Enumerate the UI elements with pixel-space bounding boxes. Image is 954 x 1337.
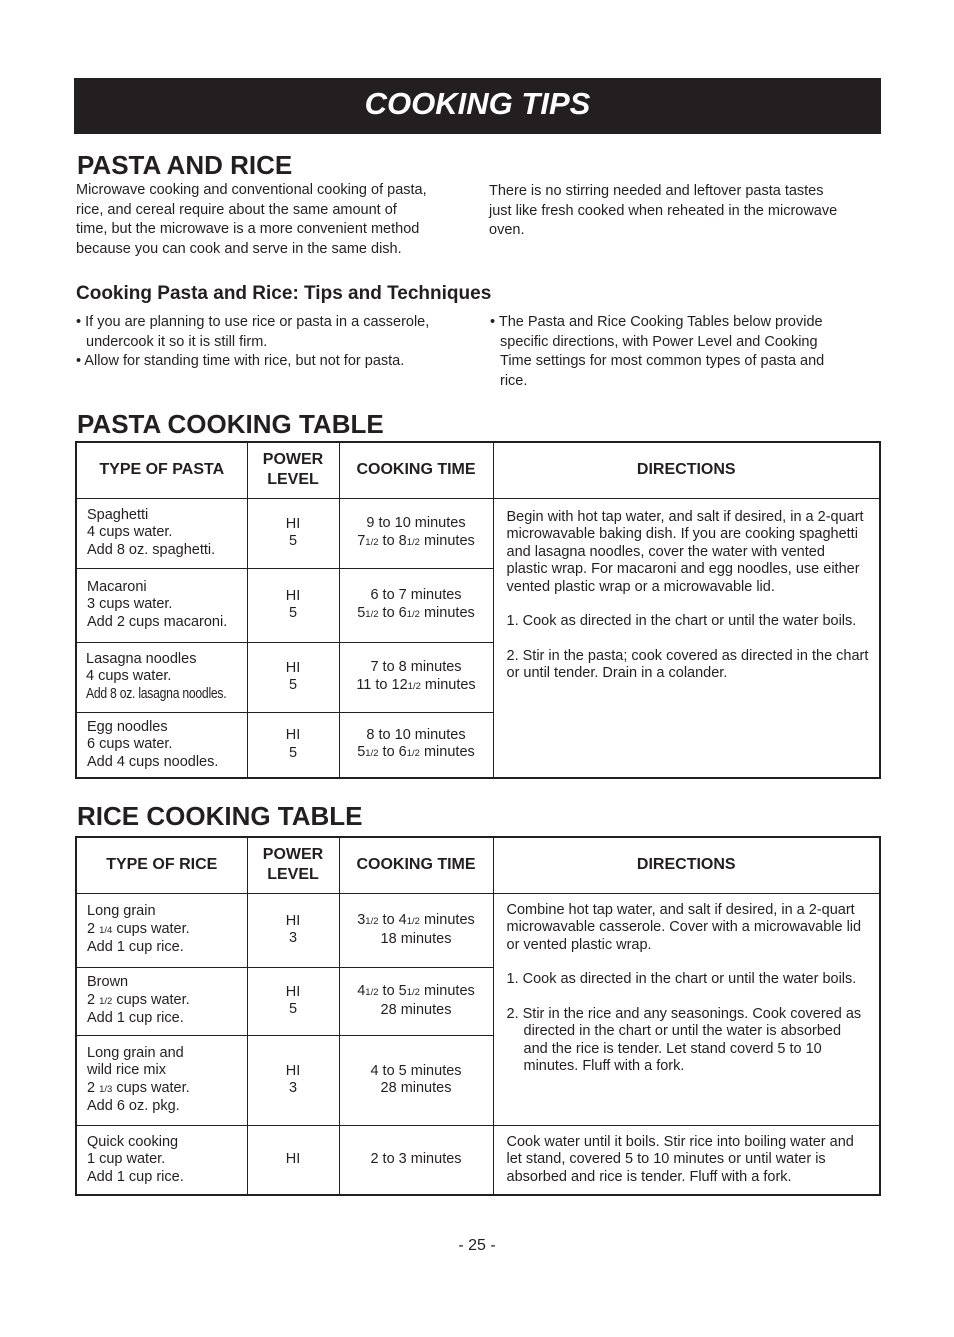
cooking-time-cell (339, 642, 493, 712)
table-row (76, 1125, 880, 1195)
col-header-time: COOKING TIME (339, 837, 493, 893)
directions-intro: Begin with hot tap water, and salt if desired, in a 2-quart microwavable baking dish. If you are cooking spaghetti and lasagna noodles, cover the water with vented plastic wrap. For macaroni and egg noodles, use either vented plastic wrap or a microwavable lid. (506, 508, 864, 595)
cell-line: 5 (288, 605, 298, 621)
cell-line: Add 1 cup rice. (87, 1010, 184, 1027)
cell-line: Long grain (87, 903, 156, 920)
tip-line: • Allow for standing time with rice, but not for pasta. (76, 353, 405, 369)
table-header-row (76, 442, 880, 498)
pasta-cooking-table (75, 441, 881, 779)
cell-line: 5 (288, 744, 298, 761)
cell-line: Add 8 oz. spaghetti. (87, 541, 216, 558)
tip-line: • The Pasta and Rice Cooking Tables below provide (490, 314, 823, 330)
cell-line: HI (285, 727, 301, 744)
power-level-cell (247, 712, 339, 778)
header-line: POWER (262, 451, 324, 469)
header-line: LEVEL (267, 471, 319, 489)
tip-item (76, 313, 476, 352)
cell-line: 5 (288, 677, 298, 693)
cell-line: wild rice mix (87, 1062, 166, 1078)
cooking-time-cell (339, 498, 493, 568)
tip-item (490, 313, 885, 391)
cell-line: Lasagna noodles (86, 650, 197, 667)
directions-intro: Combine hot tap water, and salt if desired, in a 2-quart microwavable casserole. Cover with a microwavable lid or vented plastic wrap. (506, 901, 862, 953)
cell-line: Add 2 cups macaroni. (87, 613, 228, 630)
rice-directions-cell (493, 893, 880, 1125)
table-header-row (76, 837, 880, 893)
cooking-time-cell (339, 1035, 493, 1125)
cell-line: 2 1/2 cups water. (87, 991, 190, 1008)
cell-line: 6 cups water. (87, 736, 173, 752)
cell-line: Add 6 oz. pkg. (87, 1098, 180, 1114)
cooking-time-cell: 2 to 3 minutes (339, 1125, 493, 1195)
power-level-cell (247, 498, 339, 568)
intro-right-paragraph (489, 182, 884, 241)
cell-line: HI (285, 515, 301, 532)
power-level-cell (247, 568, 339, 642)
col-header-type: TYPE OF PASTA (76, 442, 247, 498)
intro-left-paragraph (76, 181, 476, 259)
cell-line: 5 (288, 533, 298, 549)
cell-line: 18 minutes (380, 930, 452, 947)
page-title: COOKING TIPS (364, 86, 591, 121)
cooking-time-cell (339, 893, 493, 967)
cell-line: 1 cup water. (87, 1151, 166, 1167)
cell-line: HI (285, 983, 301, 1000)
cell-line: 5 (288, 1001, 298, 1017)
col-header-time: COOKING TIME (339, 442, 493, 498)
cell-line: 4 cups water. (86, 668, 172, 685)
col-header-type: TYPE OF RICE (76, 837, 247, 893)
cell-line: Macaroni (87, 578, 147, 595)
intro-left-line: rice, and cereal require about the same amount of (76, 201, 397, 218)
tip-line: undercook it so it is still firm. (86, 333, 268, 350)
cell-line: 28 minutes (380, 1080, 452, 1096)
col-header-power (247, 837, 339, 893)
cell-line: Add 4 cups noodles. (87, 753, 219, 770)
cell-line: HI (285, 659, 301, 676)
cooking-time-cell (339, 967, 493, 1035)
power-level-cell (247, 642, 339, 712)
tip-line: Time settings for most common types of pasta and (500, 353, 825, 369)
cooking-time-cell (339, 568, 493, 642)
directions-step: 2. Stir in the pasta; cook covered as directed in the chart or until tender. Drain in a colander. (506, 647, 869, 681)
title-banner (74, 78, 881, 134)
col-header-directions: DIRECTIONS (493, 837, 880, 893)
cell-line: HI (285, 912, 301, 929)
cell-line: 3 (288, 930, 298, 946)
power-level-cell: HI (247, 1125, 339, 1195)
intro-right-line: just like fresh cooked when reheated in the microwave (489, 202, 838, 219)
cell-line: HI (285, 1062, 301, 1079)
power-level-cell (247, 893, 339, 967)
pasta-directions-cell (493, 498, 880, 778)
tips-list-left (76, 313, 476, 372)
quick-rice-directions-cell: Cook water until it boils. Stir rice into boiling water and let stand, covered 5 to 10 minutes or until water is absorbed and rice is tender. Fluff with a fork. (493, 1125, 880, 1195)
directions-step: 2. Stir in the rice and any seasonings. Cook covered as directed in the chart or until the water is absorbed and the rice is tender. Let stand coverd 5 to 10 minutes. Fluff with a fork. (506, 1005, 862, 1074)
cell-line: 11 to 121/2 minutes (356, 676, 476, 693)
header-line: LEVEL (267, 866, 319, 884)
intro-right-line: oven. (489, 222, 525, 238)
pasta-type-cell (76, 712, 247, 778)
pasta-type-cell (76, 642, 247, 712)
cell-line: Add 1 cup rice. (87, 939, 184, 956)
intro-right-line: There is no stirring needed and leftover pasta tastes (489, 183, 824, 199)
cell-line: Long grain and (87, 1044, 184, 1061)
cell-line: Add 8 oz. lasagna noodles. (86, 685, 227, 702)
rice-cooking-table (75, 836, 881, 1196)
rice-type-cell (76, 967, 247, 1035)
cell-line: Add 1 cup rice. (87, 1168, 184, 1185)
tip-line: rice. (500, 372, 528, 389)
pasta-type-cell (76, 568, 247, 642)
intro-left-line: because you can cook and serve in the same dish. (76, 240, 402, 257)
cell-line: 3 cups water. (87, 596, 173, 613)
tip-line: • If you are planning to use rice or pasta in a casserole, (76, 314, 430, 330)
table-row (76, 893, 880, 967)
power-level-cell (247, 967, 339, 1035)
cell-line: Brown (87, 974, 129, 991)
directions-step: 1. Cook as directed in the chart or until the water boils. (506, 613, 857, 629)
cell-line: 7 to 8 minutes (370, 659, 462, 675)
rice-table-heading: RICE COOKING TABLE (77, 801, 363, 831)
intro-left-line: time, but the microwave is a more convenient method (76, 221, 420, 237)
cell-line: Spaghetti (87, 506, 149, 523)
table-row (76, 498, 880, 568)
cell-line: 71/2 to 81/2 minutes (357, 532, 475, 549)
pasta-type-cell (76, 498, 247, 568)
cell-line: 2 1/3 cups water. (87, 1079, 190, 1096)
col-header-directions: DIRECTIONS (493, 442, 880, 498)
tip-line: specific directions, with Power Level and Cooking (500, 333, 818, 350)
cell-line: 4 cups water. (87, 524, 173, 541)
pasta-rice-heading: PASTA AND RICE (77, 150, 293, 180)
power-level-cell (247, 1035, 339, 1125)
intro-left-line: Microwave cooking and conventional cooking of pasta, (76, 182, 427, 198)
cell-line: 8 to 10 minutes (366, 726, 466, 743)
cell-line: 3 (288, 1080, 298, 1096)
cell-line: 51/2 to 61/2 minutes (357, 744, 475, 761)
cell-line: 41/2 to 51/2 minutes (357, 983, 475, 999)
tips-list-right (490, 313, 885, 391)
rice-type-cell (76, 1125, 247, 1195)
cell-line: 9 to 10 minutes (366, 515, 466, 531)
cell-line: 28 minutes (380, 1001, 452, 1018)
cooking-time-cell (339, 712, 493, 778)
cell-line: 2 1/4 cups water. (87, 920, 190, 937)
rice-type-cell (76, 893, 247, 967)
rice-type-cell (76, 1035, 247, 1125)
cell-line: 4 to 5 minutes (370, 1062, 462, 1079)
cell-line: Egg noodles (87, 718, 168, 735)
pasta-table-heading: PASTA COOKING TABLE (77, 409, 384, 439)
cell-line: 31/2 to 41/2 minutes (357, 912, 475, 928)
cell-line: 51/2 to 61/2 minutes (357, 604, 475, 621)
cell-line: 6 to 7 minutes (370, 587, 462, 603)
cell-line: Quick cooking (87, 1133, 179, 1150)
tip-item (76, 352, 476, 372)
tips-subheading: Cooking Pasta and Rice: Tips and Techniques (76, 283, 492, 304)
cell-line: HI (285, 587, 301, 604)
directions-step: 1. Cook as directed in the chart or until the water boils. (506, 971, 857, 987)
col-header-power (247, 442, 339, 498)
header-line: POWER (262, 846, 324, 864)
page-number: - 25 - (458, 1237, 496, 1254)
